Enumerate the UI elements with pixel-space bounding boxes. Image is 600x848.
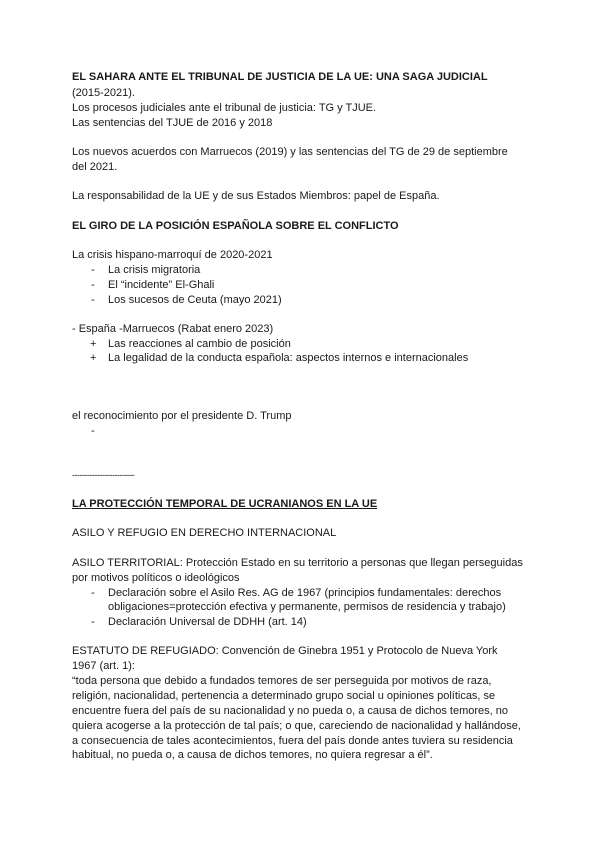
sahara-responsabilidad: La responsabilidad de la UE y de sus Estados Miembros: papel de España.: [72, 190, 440, 202]
crisis-bullet-2: -: [91, 279, 95, 291]
sahara-line-procesos: Los procesos judiciales ante el tribunal de justicia: TG y TJUE.: [72, 102, 377, 114]
sahara-title: EL SAHARA ANTE EL TRIBUNAL DE JUSTICIA DE LA UE: UNA SAGA JUDICIAL: [72, 71, 488, 83]
crisis-intro: La crisis hispano-marroquí de 2020-2021: [72, 249, 273, 261]
decl-bullet-2: -: [91, 616, 95, 628]
decl-asilo-line1: Declaración sobre el Asilo Res. AG de 1967 (principios fundamentales: derechos: [108, 587, 502, 599]
crisis-item-migratoria: La crisis migratoria: [108, 264, 201, 276]
asilo-territorial-line1: ASILO TERRITORIAL: Protección Estado en su territorio a personas que llegan perseguidas: [72, 557, 523, 569]
estatuto-line2: 1967 (art. 1):: [72, 660, 135, 672]
rabat-plus-2: +: [90, 352, 97, 364]
sahara-line-sentencias: Las sentencias del TJUE de 2016 y 2018: [72, 117, 273, 129]
quote-line-1: “toda persona que debido a fundados temores de ser perseguida por motivos de raza,: [72, 675, 492, 687]
rabat-item-reacciones: Las reacciones al cambio de posición: [108, 338, 291, 350]
quote-line-6: habitual, no pueda o, a causa de dichos temores, no quiera regresar a él”.: [72, 749, 433, 761]
trump-dash: -: [91, 425, 95, 437]
quote-line-2: religión, nacionalidad, pertenencia a determinado grupo social u opiniones políticas, se: [72, 690, 496, 702]
sahara-acuerdos-line2: del 2021.: [72, 161, 118, 173]
crisis-item-ghali: El “incidente” El-Ghali: [108, 279, 215, 291]
trump-line: el reconocimiento por el presidente D. Trump: [72, 410, 292, 422]
rabat-item-legalidad: La legalidad de la conducta española: aspectos internos e internacionales: [108, 352, 469, 364]
crisis-item-ceuta: Los sucesos de Ceuta (mayo 2021): [108, 294, 282, 306]
rabat-intro: - España -Marruecos (Rabat enero 2023): [72, 323, 274, 335]
giro-heading: EL GIRO DE LA POSICIÓN ESPAÑOLA SOBRE EL CONFLICTO: [72, 220, 399, 232]
decl-asilo-line2: obligaciones=protección efectiva y permanente, permisos de residencia y trabajo): [108, 601, 506, 613]
rabat-plus-1: +: [90, 338, 97, 350]
estatuto-line1: ESTATUTO DE REFUGIADO: Convención de Ginebra 1951 y Protocolo de Nueva York: [72, 645, 498, 657]
sahara-acuerdos-line1: Los nuevos acuerdos con Marruecos (2019) y las sentencias del TG de 29 de septiembre: [72, 146, 508, 158]
crisis-bullet-3: -: [91, 294, 95, 306]
crisis-bullet-1: -: [91, 264, 95, 276]
asilo-territorial-line2: por motivos políticos o ideológicos: [72, 572, 240, 584]
quote-line-5: a consecuencia de tales acontecimientos, fuera del país donde antes tuviera su residencia: [72, 735, 513, 747]
asilo-subheading: ASILO Y REFUGIO EN DERECHO INTERNACIONAL: [72, 527, 337, 539]
sahara-years: (2015-2021).: [72, 87, 135, 99]
section-separator: -------------------------: [72, 470, 135, 480]
decl-bullet-1: -: [91, 587, 95, 599]
decl-ddhh: Declaración Universal de DDHH (art. 14): [108, 616, 307, 628]
ucrania-heading: LA PROTECCIÓN TEMPORAL DE UCRANIANOS EN LA UE: [72, 498, 378, 510]
quote-line-4: quiera acogerse a la protección de tal país; o que, careciendo de nacionalidad y hallándose,: [72, 720, 521, 732]
quote-line-3: encuentre fuera del país de su nacionalidad y no pueda o, a causa de dichos temores, no: [72, 705, 509, 717]
